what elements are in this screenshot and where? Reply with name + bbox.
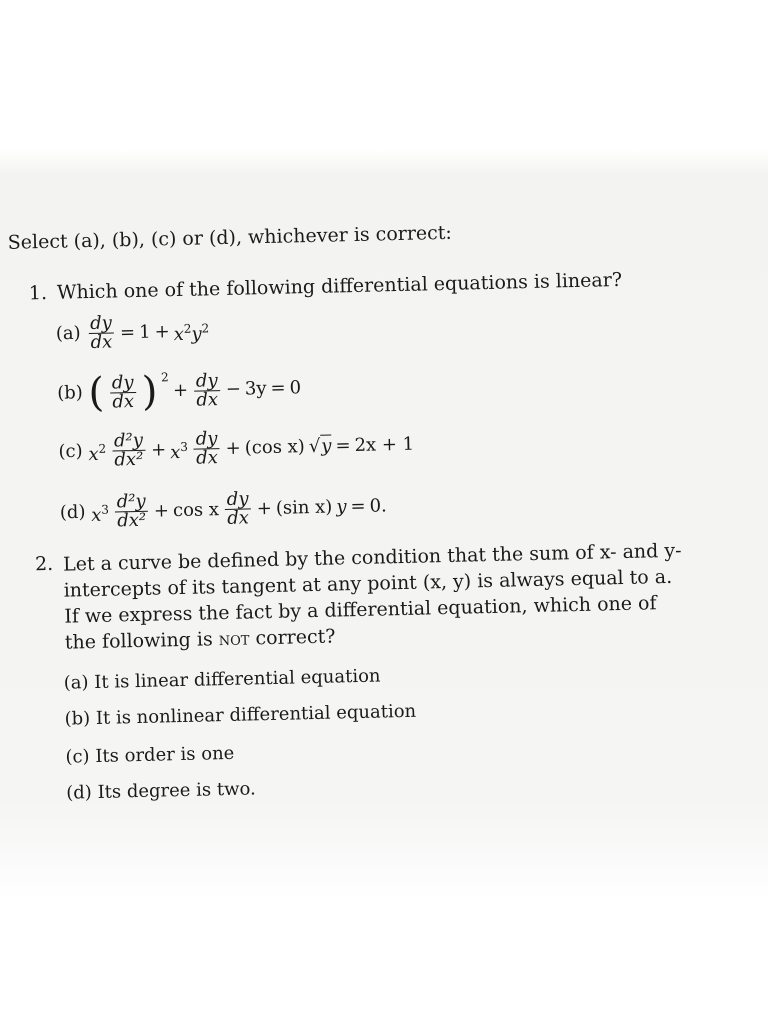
fraction-dy-dx: $\frac{dy}{dx}$	[226, 488, 250, 529]
q1-option-a-label: (a)	[55, 322, 81, 345]
worksheet	[0, 148, 768, 865]
q1-option-d	[59, 487, 387, 531]
question-2	[35, 538, 685, 657]
q1-option-d-equation: $x^3$ $\frac{\text{d²y}}{\text{dx²}}$ + cos x $\frac{dy}{dx}$ + (sin x) y = 0.	[91, 488, 387, 532]
q1-option-c-equation: $x^2$ $\frac{\text{d²y}}{\text{dx²}}$ + $x^3$ $\frac{dy}{dx}$ + (cos x) √y = 2x + 1	[88, 428, 415, 471]
q1-option-b-label: (b)	[56, 382, 84, 404]
question-2-text: Let a curve be defined by the condition that the sum of x- and y-intercepts of its tangent at any point (x, y) is always equal to a. If we express the fact by a differential equation, which one of the following is not correct?	[62, 539, 682, 654]
fraction-dy-dx: $\frac{dy}{dx}$	[195, 428, 219, 469]
fraction-d2y-dx2: $\frac{\text{d²y}}{\text{dx²}}$	[113, 429, 144, 471]
question-1-number: 1.	[28, 281, 48, 305]
question-1-text: Which one of the following differential equations is linear?	[56, 268, 623, 304]
fraction-dy-dx: $\frac{dy}{dx}$	[89, 312, 113, 353]
q1-option-a-equation: $\frac{dy}{dx}$ = 1 + $x^2y^2$	[89, 312, 210, 353]
question-2-number: 2.	[34, 552, 54, 576]
q1-option-b	[56, 368, 302, 417]
fraction-dy-dx: $\frac{dy}{dx}$	[195, 369, 219, 411]
q1-option-b-equation: ( $\frac{dy}{dx}$ ) $^2$ + $\frac{dy}{dx}$ − 3y = 0	[87, 368, 302, 417]
q1-option-c	[58, 426, 414, 471]
q2-option-d: (d) Its degree is two.	[66, 778, 257, 804]
q2-option-b: (b) It is nonlinear differential equation	[64, 700, 417, 730]
question-1	[29, 268, 623, 305]
q1-option-c-label: (c)	[58, 440, 83, 463]
q1-option-d-label: (d)	[59, 501, 86, 524]
fraction-dy-dx: $\frac{dy}{dx}$	[111, 371, 135, 413]
q1-option-a	[55, 312, 209, 352]
fraction-d2y-dx2: $\frac{\text{d²y}}{\text{dx²}}$	[116, 490, 147, 532]
instruction: Select (a), (b), (c) or (d), whichever is correct:	[7, 221, 453, 254]
q2-option-a: (a) It is linear differential equation	[63, 665, 381, 694]
q2-option-c: (c) Its order is one	[65, 742, 235, 768]
